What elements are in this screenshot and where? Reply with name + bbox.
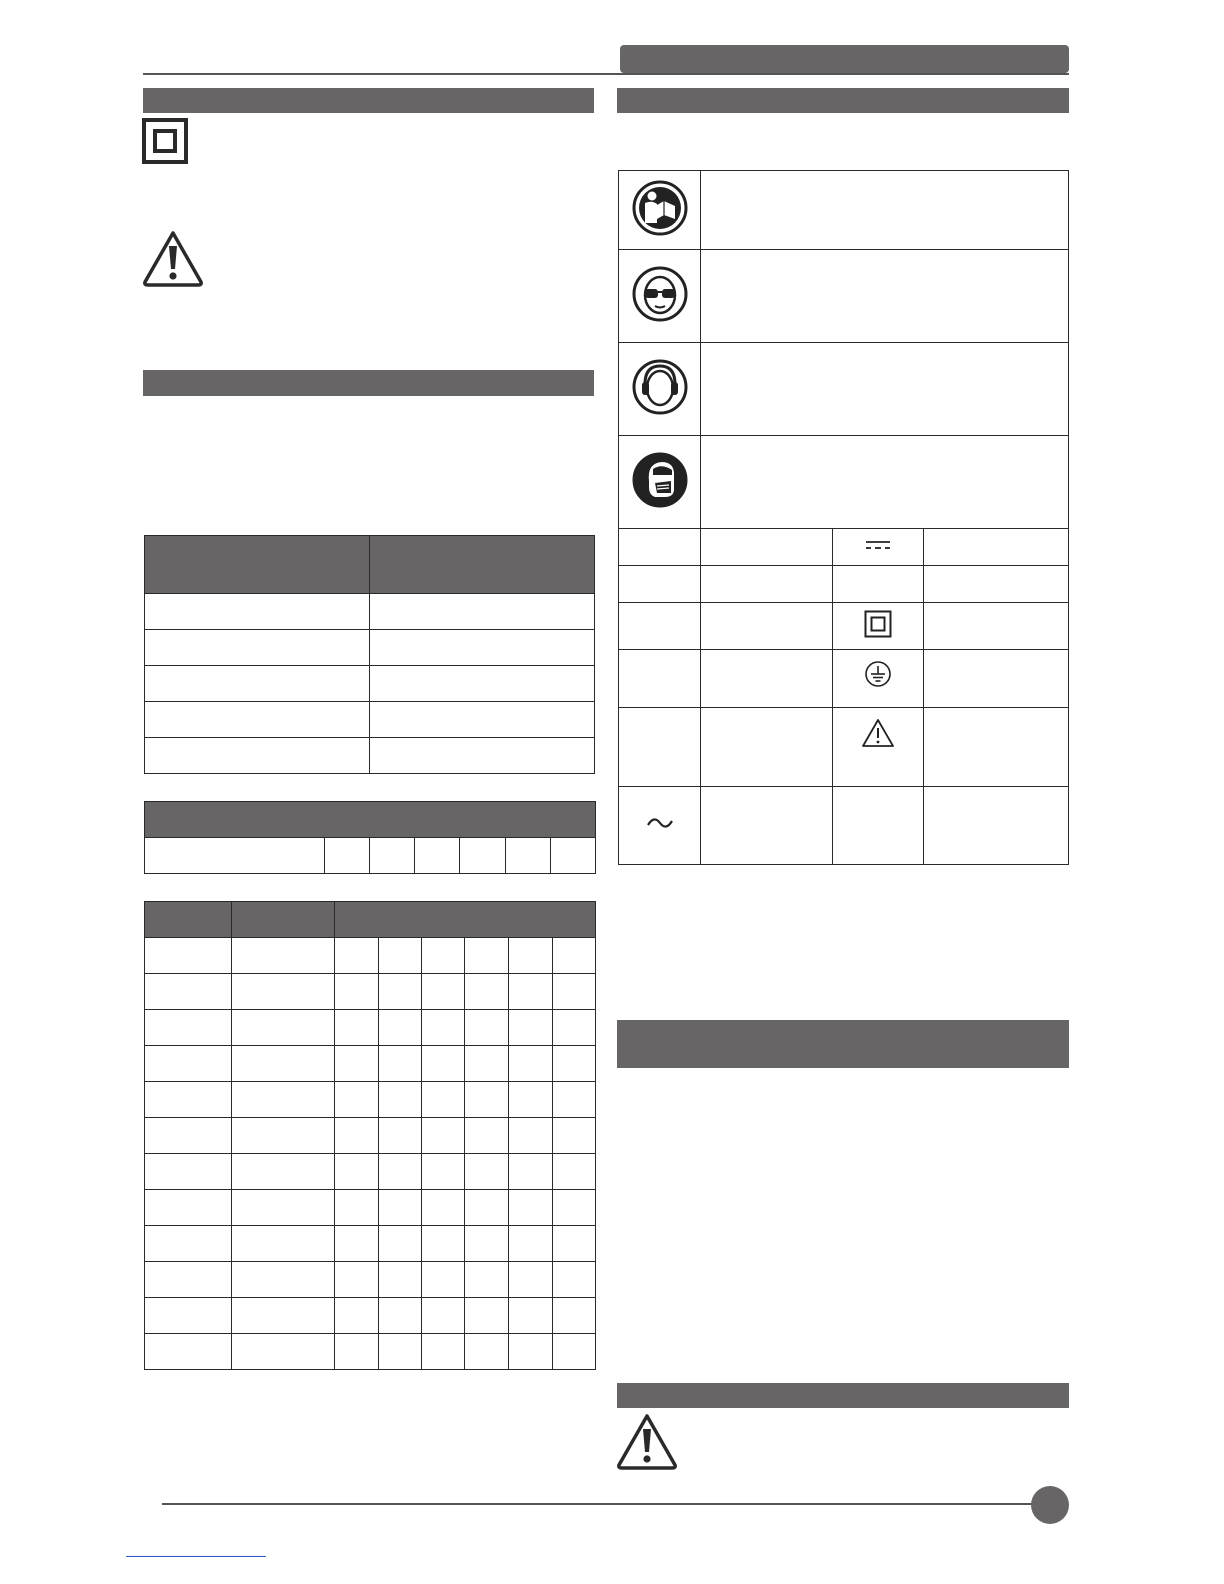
symbol-table-cell	[833, 787, 924, 865]
spec-table-cell	[145, 738, 370, 774]
left-section-1-bar	[143, 88, 594, 113]
spec-table-cell	[145, 630, 370, 666]
symbol-table-cell	[924, 708, 1069, 787]
symbol-table-cell	[924, 566, 1069, 603]
symbol-table-cell	[833, 650, 924, 708]
symbol-table-cell	[833, 708, 924, 787]
page-number-badge	[1031, 1486, 1069, 1524]
vibration-table	[144, 801, 596, 874]
spec-table-cell	[370, 594, 595, 630]
spec-table-cell	[145, 666, 370, 702]
table-row	[145, 1082, 596, 1118]
symbol-table-cell	[701, 529, 833, 566]
table-row	[145, 1118, 596, 1154]
symbol-table-cell	[924, 603, 1069, 650]
table-row	[145, 1010, 596, 1046]
symbol-table-cell	[701, 650, 833, 708]
eye-protection-cell	[619, 250, 701, 343]
direct-current-icon	[865, 539, 891, 551]
dust-mask-cell	[619, 436, 701, 529]
ear-protection-icon	[631, 358, 689, 416]
spec-table-cell	[370, 630, 595, 666]
spec-table-cell	[370, 738, 595, 774]
dust-mask-icon	[631, 451, 689, 509]
symbol-table-cell	[619, 566, 701, 603]
symbol-table-cell	[701, 566, 833, 603]
table-row	[145, 1154, 596, 1190]
data-table	[144, 901, 596, 1370]
symbol-table-cell	[619, 708, 701, 787]
table-row	[145, 1262, 596, 1298]
symbol-table-cell	[701, 787, 833, 865]
symbol-table-cell	[833, 603, 924, 650]
data-table-header-cell	[232, 902, 335, 938]
symbol-table-cell	[924, 787, 1069, 865]
warning-triangle-icon	[141, 229, 205, 287]
symbol-table-cell	[833, 529, 924, 566]
table-row	[145, 938, 596, 974]
ear-protection-cell	[619, 343, 701, 436]
header-rule	[143, 73, 1069, 75]
symbol-table-cell	[701, 708, 833, 787]
class-ii-icon	[864, 610, 892, 638]
table-row	[145, 1334, 596, 1370]
symbol-table-cell	[619, 650, 701, 708]
symbol-table-cell	[619, 529, 701, 566]
spec-table-cell	[145, 594, 370, 630]
pictogram-table	[618, 170, 1069, 865]
symbol-table-cell	[701, 603, 833, 650]
vibration-table-cell	[415, 838, 460, 874]
spec-table	[144, 535, 595, 774]
warning-triangle-icon	[615, 1412, 679, 1470]
symbol-table-cell	[833, 566, 924, 603]
table-row	[145, 974, 596, 1010]
spec-table-cell	[145, 702, 370, 738]
footer-link-underline	[126, 1556, 266, 1557]
vibration-table-header	[145, 802, 596, 838]
header-tab-bar	[620, 45, 1069, 73]
pictogram-description-cell	[701, 250, 1069, 343]
eye-protection-icon	[631, 265, 689, 323]
spec-table-cell	[370, 666, 595, 702]
pictogram-description-cell	[701, 343, 1069, 436]
right-section-2-bar	[617, 1020, 1069, 1068]
read-manual-cell	[619, 171, 701, 250]
pictogram-description-cell	[701, 171, 1069, 250]
right-section-3-bar	[617, 1383, 1069, 1408]
warning-icon	[861, 718, 895, 748]
right-section-1-bar	[617, 88, 1069, 113]
footer-rule	[162, 1503, 1042, 1505]
spec-table-cell	[370, 702, 595, 738]
vibration-table-cell	[551, 838, 596, 874]
symbol-table-cell	[619, 603, 701, 650]
vibration-table-cell	[325, 838, 370, 874]
earth-terminal-icon	[864, 660, 892, 688]
vibration-table-cell	[506, 838, 551, 874]
spec-table-header-cell	[370, 536, 595, 594]
table-row	[145, 1298, 596, 1334]
vibration-table-cell	[145, 838, 325, 874]
vibration-table-cell	[460, 838, 506, 874]
vibration-table-cell	[370, 838, 415, 874]
symbol-table-cell	[924, 529, 1069, 566]
alternating-current-icon	[646, 815, 674, 831]
symbol-table-cell	[619, 787, 701, 865]
data-table-header-cell	[145, 902, 232, 938]
double-insulation-icon	[142, 118, 188, 164]
table-row	[145, 1046, 596, 1082]
read-manual-icon	[631, 179, 689, 237]
table-row	[145, 1190, 596, 1226]
left-section-2-bar	[143, 370, 594, 396]
pictogram-description-cell	[701, 436, 1069, 529]
spec-table-header-cell	[145, 536, 370, 594]
table-row	[145, 1226, 596, 1262]
symbol-table-cell	[924, 650, 1069, 708]
data-table-header-cell	[335, 902, 596, 938]
